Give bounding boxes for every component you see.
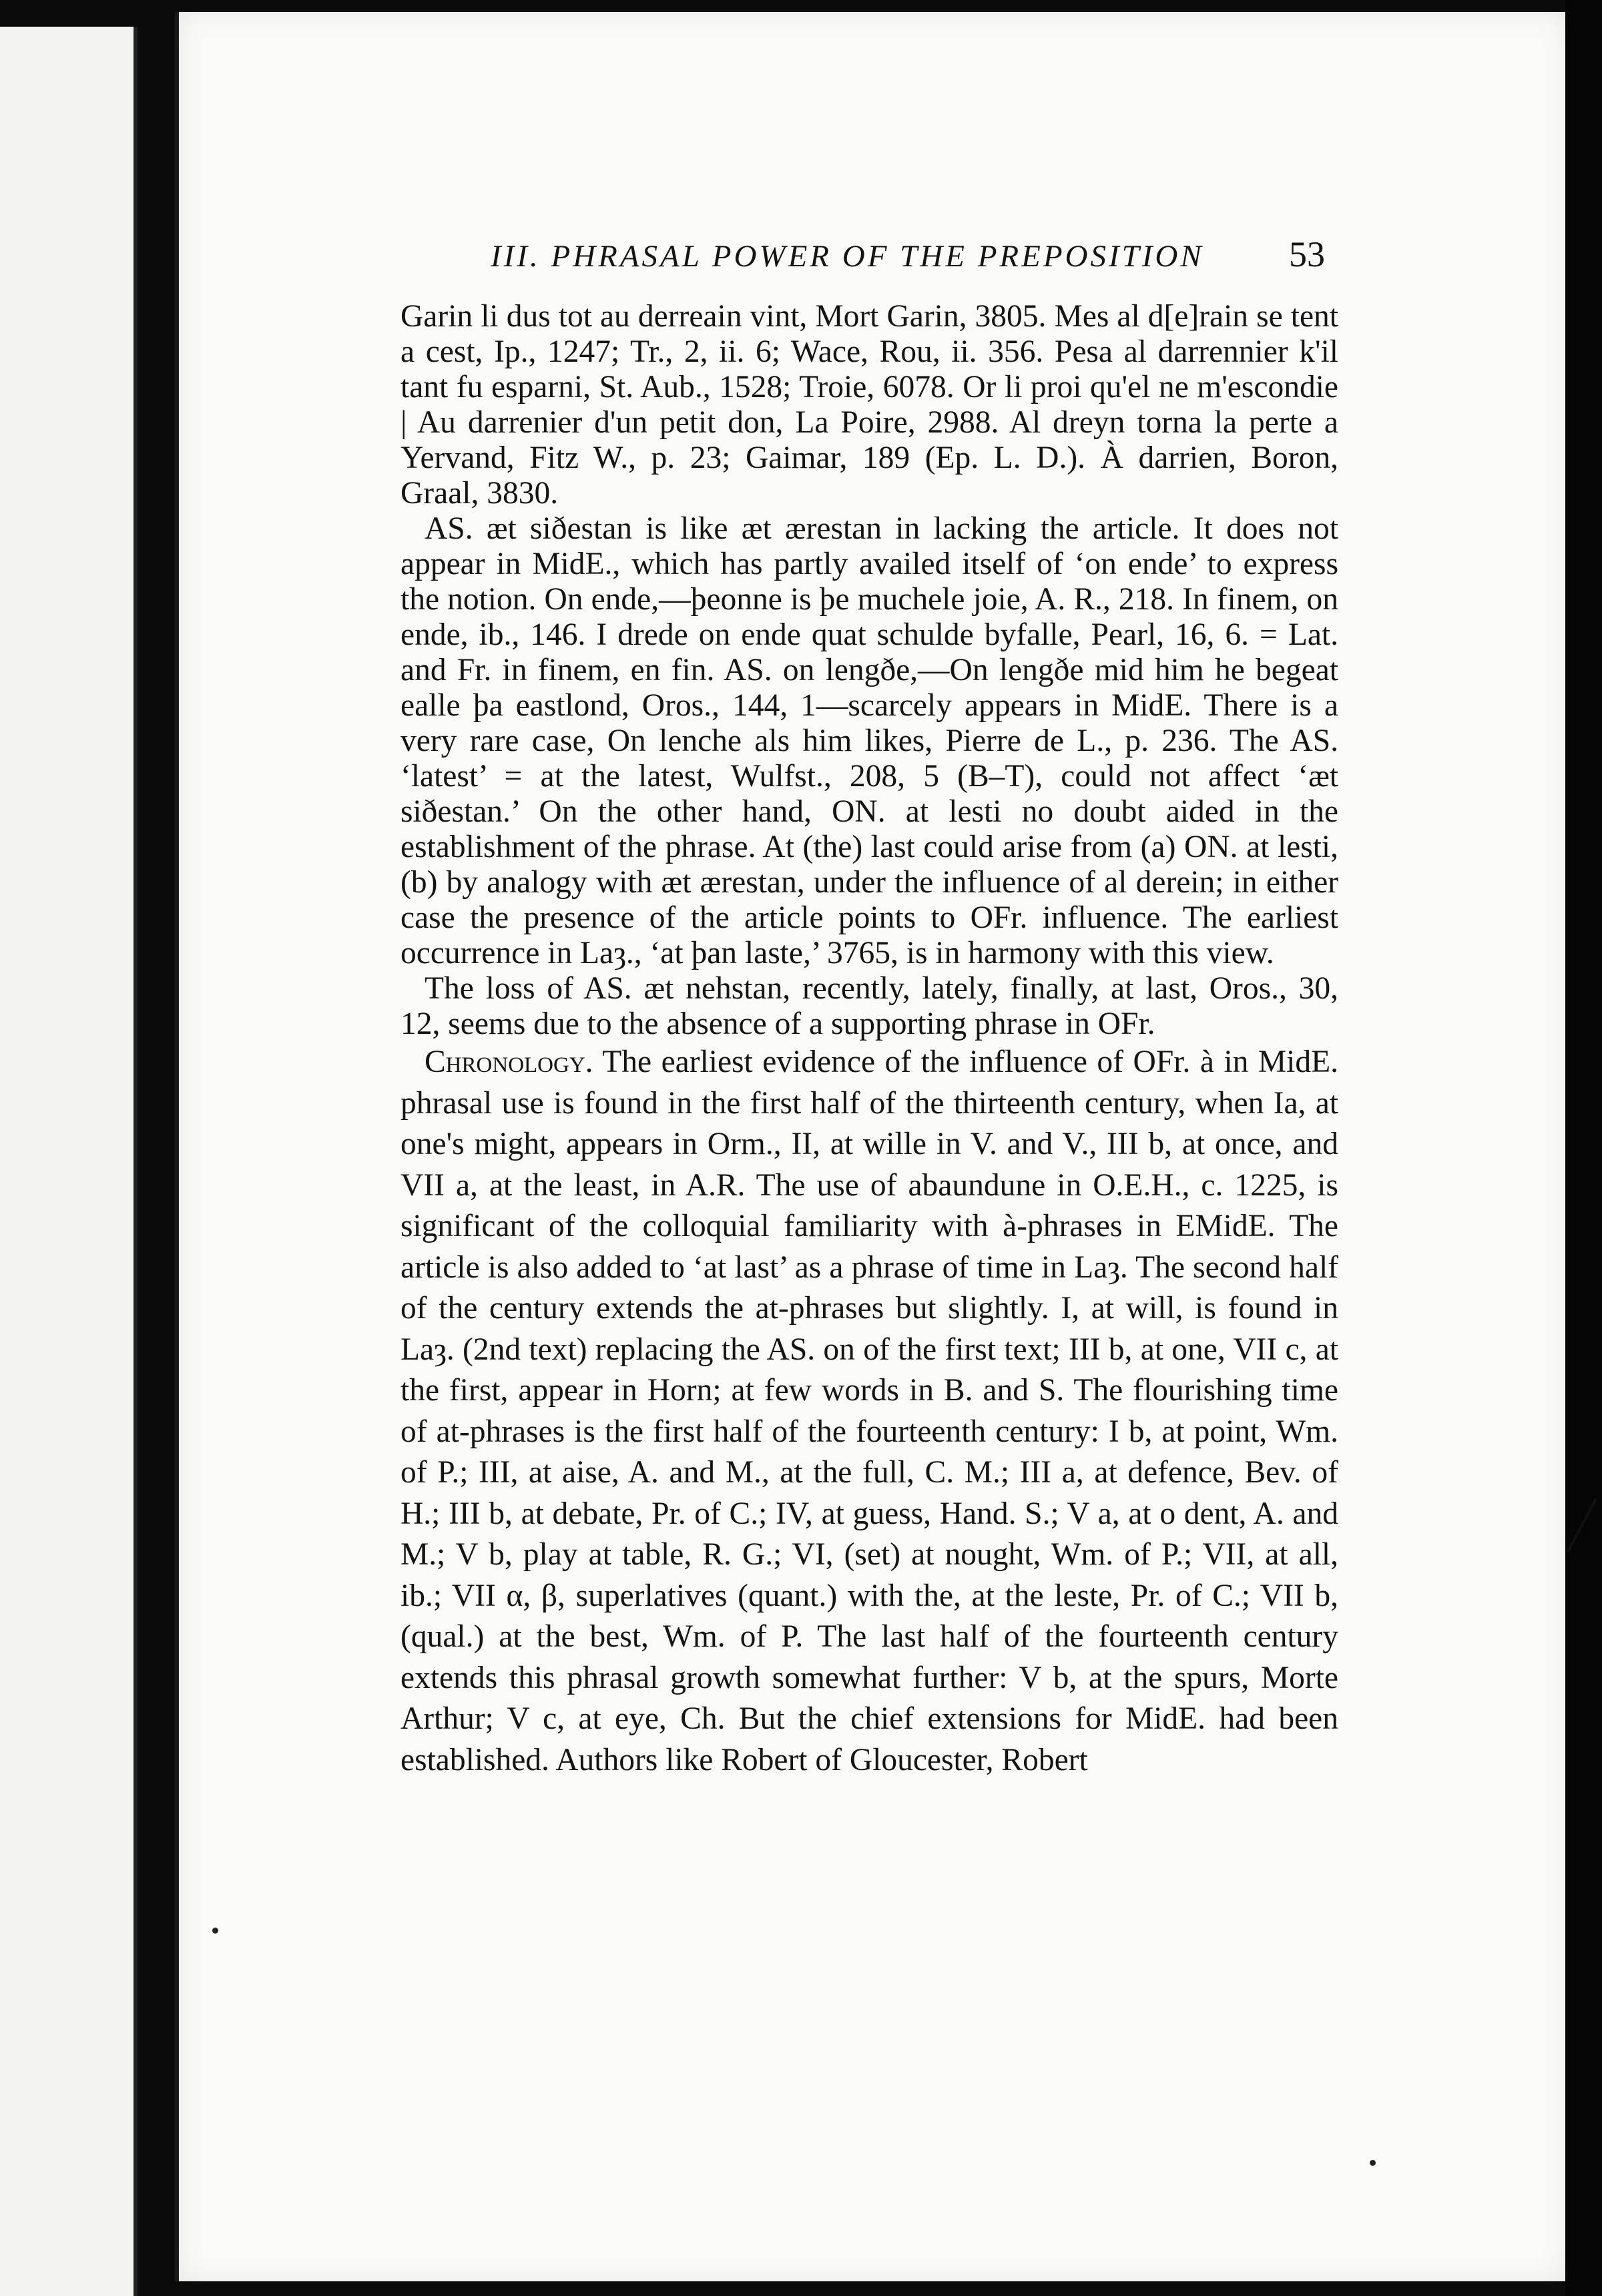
running-head: III. PHRASAL POWER OF THE PREPOSITION <box>491 239 1204 274</box>
scan-right-edge <box>1565 0 1602 2296</box>
page-header <box>491 234 1325 275</box>
paragraph-2: AS. æt siðestan is like æt ærestan in lacking the article. It does not appear in MidE., which has partly availed itself of ‘on ende’ to express the notion. On ende,—þeonne is þe muchele joie, A. R., 218. In finem, on ende, ib., 146. I drede on ende quat schulde byfalle, Pearl, 16, 6. = Lat. and Fr. in finem, en fin. AS. on lengðe,—On lengðe mid him he begeat ealle þa eastlond, Oros., 144, 1—scarcely appears in MidE. There is a very rare case, On lenche als him likes, Pierre de L., p. 236. The AS. ‘latest’ = at the latest, Wulfst., 208, 5 (B–T), could not affect ‘æt siðestan.’ On the other hand, ON. at lesti no doubt aided in the establishment of the phrase. At (the) last could arise from (a) ON. at lesti, (b) by analogy with æt ærestan, under the influence of al derein; in either case the presence of the article points to OFr. influence. The earliest occurrence in Laȝ., ‘at þan laste,’ 3765, is in harmony with this view. <box>400 511 1338 970</box>
paragraph-chronology-text: The earliest evidence of the influence of OFr. à in MidE. phrasal use is found in the first half of the thirteenth century, when Ia, at one's might, appears in Orm., II, at wille in V. and V., III b, at once, and VII a, at the least, in A.R. The use of abaundune in O.E.H., c. 1225, is significant of the colloquial familiarity with à-phrases in EMidE. The article is also added to ‘at last’ as a phrase of time in Laȝ. The second half of the century extends the at-phrases but slightly. I, at will, is found in Laȝ. (2nd text) replacing the AS. on of the first text; III b, at one, VII c, at the first, appear in Horn; at few words in B. and S. The flourishing time of at-phrases is the first half of the fourteenth century: I b, at point, Wm. of P.; III, at aise, A. and M., at the full, C. M.; III a, at defence, Bev. of H.; III b, at debate, Pr. of C.; IV, at guess, Hand. S.; V a, at o dent, A. and M.; V b, play at table, R. G.; VI, (set) at nought, Wm. of P.; VII, at all, ib.; VII α, β, superlatives (quant.) with the, at the leste, Pr. of C.; VII b, (qual.) at the best, Wm. of P. The last half of the fourteenth century extends this phrasal growth somewhat further: V b, at the spurs, Morte Arthur; V c, at eye, Ch. But the chief extensions for MidE. had been established. Authors like Robert of Gloucester, Robert <box>400 1045 1338 1777</box>
paragraph-1: Garin li dus tot au derreain vint, Mort Garin, 3805. Mes al d[e]rain se tent a cest, Ip., 1247; Tr., 2, ii. 6; Wace, Rou, ii. 356. Pesa al darrennier k'il tant fu esparni, St. Aub., 1528; Troie, 6078. Or li proi qu'el ne m'escondie | Au darrenier d'un petit don, La Poire, 2988. Al dreyn torna la perte a Yervand, Fitz W., p. 23; Gaimar, 189 (Ep. L. D.). À darrien, Boron, Graal, 3830. <box>400 299 1338 511</box>
body-text <box>400 299 1338 1781</box>
section-lead-chronology: Chronology. <box>425 1045 593 1079</box>
paragraph-chronology <box>400 1042 1338 1781</box>
margin-dot <box>1370 2160 1376 2166</box>
page-number: 53 <box>1289 234 1325 274</box>
paragraph-3: The loss of AS. æt nehstan, recently, lately, finally, at last, Oros., 30, 12, seems due to the absence of a supporting phrase in OFr. <box>400 971 1338 1041</box>
margin-dot <box>212 1928 218 1934</box>
facing-page-edge <box>0 27 138 2296</box>
